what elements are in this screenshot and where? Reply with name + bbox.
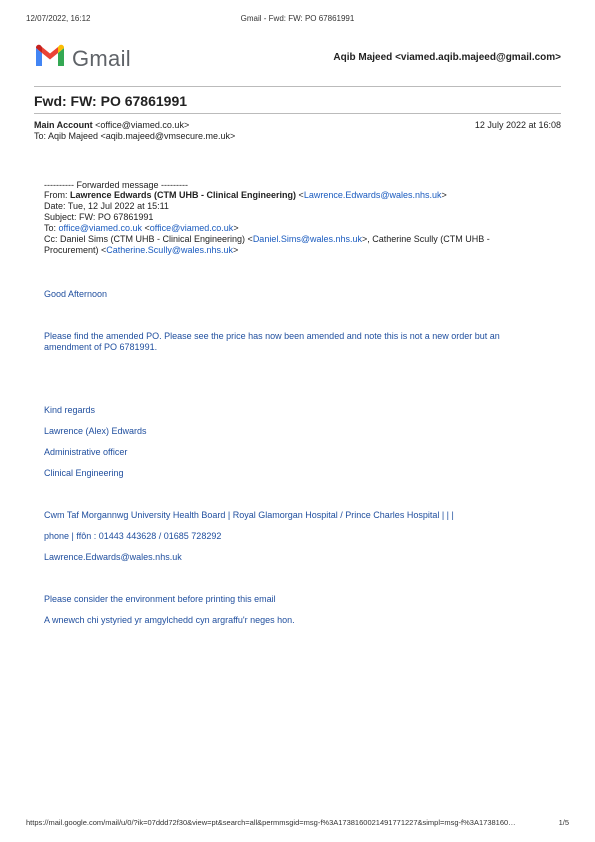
recipient-line: To: Aqib Majeed <aqib.majeed@vmsecure.me.uk> [34, 131, 236, 141]
divider [34, 86, 561, 87]
email-date: 12 July 2022 at 16:08 [474, 120, 561, 130]
print-url: https://mail.google.com/mail/u/0/?ik=07ddd72f30&view=pt&search=all&permmsgid=msg-f%3A1738160021491771227&simpl=msg-f%3A1738160… [26, 818, 516, 827]
email-subject: Fwd: FW: PO 67861991 [34, 93, 188, 109]
print-page-title: Gmail - Fwd: FW: PO 67861991 [240, 14, 355, 23]
forwarded-sender-name: Lawrence Edwards (CTM UHB - Clinical Engineering) [70, 190, 297, 200]
greeting: Good Afternoon [44, 289, 108, 299]
account-email: Aqib Majeed <viamed.aqib.majeed@gmail.com> [333, 52, 561, 63]
signature-organisation: Cwm Taf Morgannwg University Health Board | Royal Glamorgan Hospital / Prince Charles Hospital | | | [44, 510, 454, 520]
sender-name: Main Account [34, 120, 93, 130]
divider [34, 113, 561, 114]
forwarded-to: To: office@viamed.co.uk <office@viamed.co.uk> [44, 223, 239, 233]
signature-department: Clinical Engineering [44, 468, 124, 478]
forwarded-date: Date: Tue, 12 Jul 2022 at 15:11 [44, 201, 169, 211]
print-datetime: 12/07/2022, 16:12 [26, 14, 91, 23]
forwarded-sender-email-link[interactable]: Lawrence.Edwards@wales.nhs.uk [303, 190, 442, 200]
forwarded-from: From: Lawrence Edwards (CTM UHB - Clinical Engineering) <Lawrence.Edwards@wales.nhs.uk> [44, 190, 447, 200]
to-email-link-2[interactable]: office@viamed.co.uk [149, 223, 234, 233]
signoff: Kind regards [44, 405, 96, 415]
gmail-m-icon [34, 44, 66, 68]
environment-note-en: Please consider the environment before printing this email [44, 594, 276, 604]
environment-note-cy: A wnewch chi ystyried yr amgylchedd cyn argraffu'r neges hon. [44, 615, 295, 625]
signature-email-link[interactable]: Lawrence.Edwards@wales.nhs.uk [44, 552, 182, 562]
to-email-link[interactable]: office@viamed.co.uk [58, 223, 143, 233]
forwarded-cc: Cc: Daniel Sims (CTM UHB - Clinical Engineering) <Daniel.Sims@wales.nhs.uk>, Catherine Scully (CTM UHB - Procurement) <Catherine.Scully@wales.nhs.uk> [44, 234, 490, 255]
gmail-logo [34, 44, 164, 72]
signature-role: Administrative officer [44, 447, 128, 457]
sender-line [34, 120, 189, 130]
cc-email-link-2[interactable]: Catherine.Scully@wales.nhs.uk [106, 245, 233, 255]
signature-name: Lawrence (Alex) Edwards [44, 426, 147, 436]
forwarded-marker: ---------- Forwarded message --------- [44, 180, 188, 190]
forwarded-subject: Subject: FW: PO 67861991 [44, 212, 154, 222]
gmail-wordmark: Gmail [72, 46, 131, 71]
page-number: 1/5 [558, 818, 569, 827]
body-paragraph: Please find the amended PO. Please see the price has now been amended and note this is not a new order but an amendment of PO 6781991. [44, 331, 500, 352]
signature-phone: phone | ffôn : 01443 443628 / 01685 728292 [44, 531, 222, 541]
cc-email-link-1[interactable]: Daniel.Sims@wales.nhs.uk [252, 234, 362, 244]
sender-address: <office@viamed.co.uk> [92, 120, 190, 130]
